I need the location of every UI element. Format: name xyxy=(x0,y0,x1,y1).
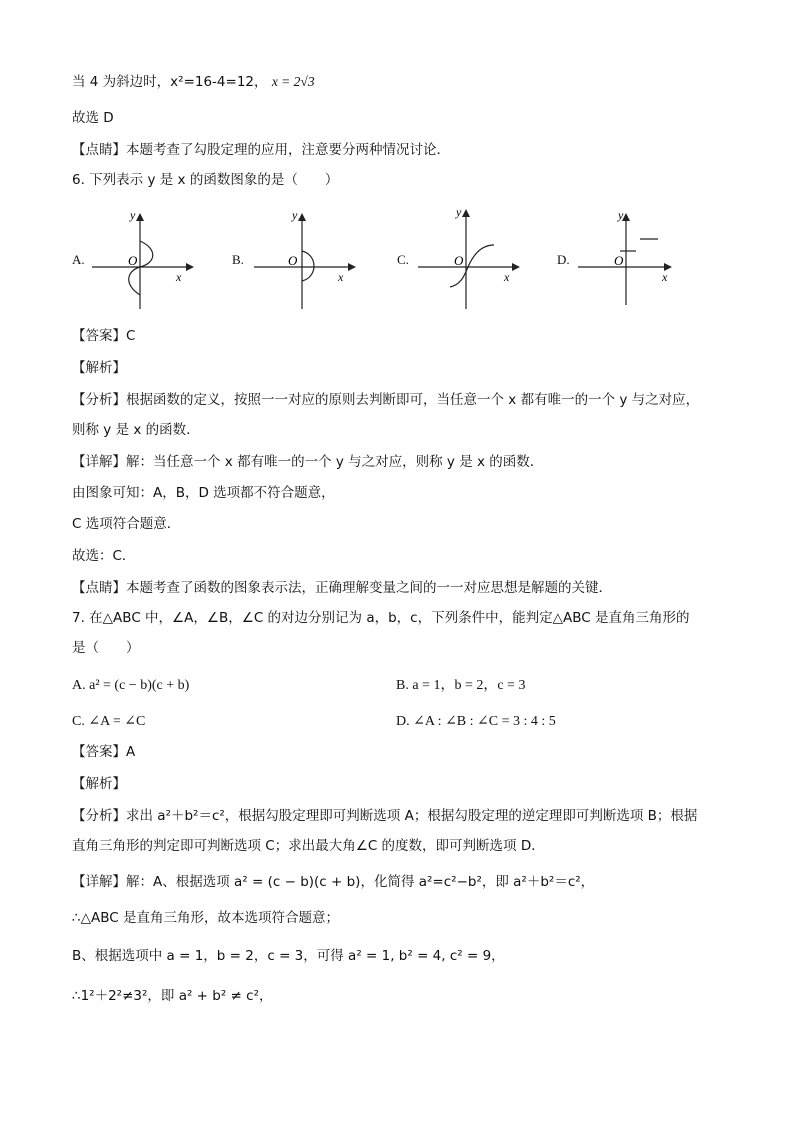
q6-answer-value: C xyxy=(126,328,136,344)
graph-d-origin: O xyxy=(614,253,624,268)
graph-a-origin: O xyxy=(128,253,138,268)
graph-label-a: A. xyxy=(72,252,85,267)
graph-b-y-label: y xyxy=(292,208,298,222)
graph-d-x-label: x xyxy=(662,270,668,284)
dianjing-tag: 【点睛】 xyxy=(72,142,126,158)
q6-dianjing-text: 本题考查了函数的图象表示法，正确理解变量之间的一一对应思想是解题的关键． xyxy=(126,580,612,596)
q7-fenxi-1 xyxy=(72,806,697,826)
q7-xiangjie xyxy=(72,872,594,892)
line1-text: 当 4 为斜边时，x²=16-4=12， xyxy=(72,74,268,90)
dianjing-text: 本题考查了勾股定理的应用，注意要分两种情况讨论． xyxy=(126,142,450,158)
q7-line-3: B、根据选项中 a = 1，b = 2，c = 3，可得 a² = 1, b² = 4, c² = 9， xyxy=(72,948,505,964)
q7-answer-tag: 【答案】 xyxy=(72,744,126,760)
graph-b-x-label: x xyxy=(338,270,344,284)
graph-c-x-label: x xyxy=(504,270,510,284)
q7-answer-value: A xyxy=(126,744,136,760)
text-line-2: 故选 D xyxy=(72,110,114,126)
q6-xiangjie-text: 解：当任意一个 x 都有唯一的一个 y 与之对应，则称 y 是 x 的函数． xyxy=(126,454,544,470)
graph-label-d: D. xyxy=(557,252,570,267)
q6-line-2: 由图象可知：A，B，D 选项都不符合题意， xyxy=(72,485,335,501)
question-7-line-2: 是（ ） xyxy=(72,640,140,656)
q7-option-c: C. ∠A = ∠C xyxy=(72,714,146,729)
q6-jiexi: 【解析】 xyxy=(72,360,126,376)
graph-d-y-label: y xyxy=(618,208,624,222)
graph-a xyxy=(88,205,198,310)
q6-xiangjie-tag: 【详解】 xyxy=(72,454,126,470)
graph-a-y-label: y xyxy=(130,208,136,222)
q7-answer xyxy=(72,742,135,762)
q7-xiangjie-text: 解：A、根据选项 a² = (c − b)(c + b)，化简得 a²=c²−b²，即 a²＋b²＝c²， xyxy=(126,874,595,890)
q6-dianjing xyxy=(72,578,612,598)
q7-line-4: ∴1²＋2²≠3²，即 a² + b² ≠ c²， xyxy=(72,988,273,1004)
q7-jiexi: 【解析】 xyxy=(72,776,126,792)
q6-fenxi-text-1: 根据函数的定义，按照一一对应的原则去判断即可，当任意一个 x 都有唯一的一个 y 与之对应， xyxy=(126,392,700,408)
graph-c xyxy=(414,205,524,310)
question-7-line-1: 7. 在△ABC 中，∠A，∠B，∠C 的对边分别记为 a，b，c，下列条件中，能判定△ABC 是直角三角形的 xyxy=(72,610,690,626)
dianjing-line xyxy=(72,140,450,160)
q6-fenxi-tag: 【分析】 xyxy=(72,392,126,408)
graph-label-b: B. xyxy=(232,252,244,267)
graph-label-c: C. xyxy=(397,252,409,267)
q6-fenxi-2: 则称 y 是 x 的函数． xyxy=(72,422,200,438)
question-6: 6. 下列表示 y 是 x 的函数图象的是（ ） xyxy=(72,172,339,188)
graph-b xyxy=(250,205,360,310)
graph-c-origin: O xyxy=(454,253,464,268)
graph-a-x-label: x xyxy=(176,270,182,284)
q7-line-2: ∴△ABC 是直角三角形，故本选项符合题意； xyxy=(72,910,339,926)
q7-xiangjie-tag: 【详解】 xyxy=(72,874,126,890)
text-line-1 xyxy=(72,72,315,92)
q7-fenxi-2: 直角三角形的判定即可判断选项 C；求出最大角∠C 的度数，即可判断选项 D． xyxy=(72,838,545,854)
q7-fenxi-tag: 【分析】 xyxy=(72,808,126,824)
q6-fenxi-1 xyxy=(72,390,699,410)
q7-option-b: B. a = 1，b = 2，c = 3 xyxy=(396,678,526,693)
line1-math: x = 2√3 xyxy=(271,74,315,89)
q7-fenxi-text-1: 求出 a²＋b²＝c²，根据勾股定理即可判断选项 A；根据勾股定理的逆定理即可判断选项 B；根据 xyxy=(126,808,698,824)
q6-line-3: C 选项符合题意． xyxy=(72,516,181,532)
q7-option-d: D. ∠A : ∠B : ∠C = 3 : 4 : 5 xyxy=(396,714,556,729)
q6-xiangjie xyxy=(72,452,543,472)
graph-c-y-label: y xyxy=(456,205,462,219)
q6-line-4: 故选：C． xyxy=(72,548,136,564)
q6-dianjing-tag: 【点睛】 xyxy=(72,580,126,596)
q7-option-a: A. a² = (c − b)(c + b) xyxy=(72,678,190,693)
q6-answer xyxy=(72,326,135,346)
graph-d xyxy=(574,205,684,310)
graph-b-origin: O xyxy=(288,253,298,268)
q6-answer-tag: 【答案】 xyxy=(72,328,126,344)
